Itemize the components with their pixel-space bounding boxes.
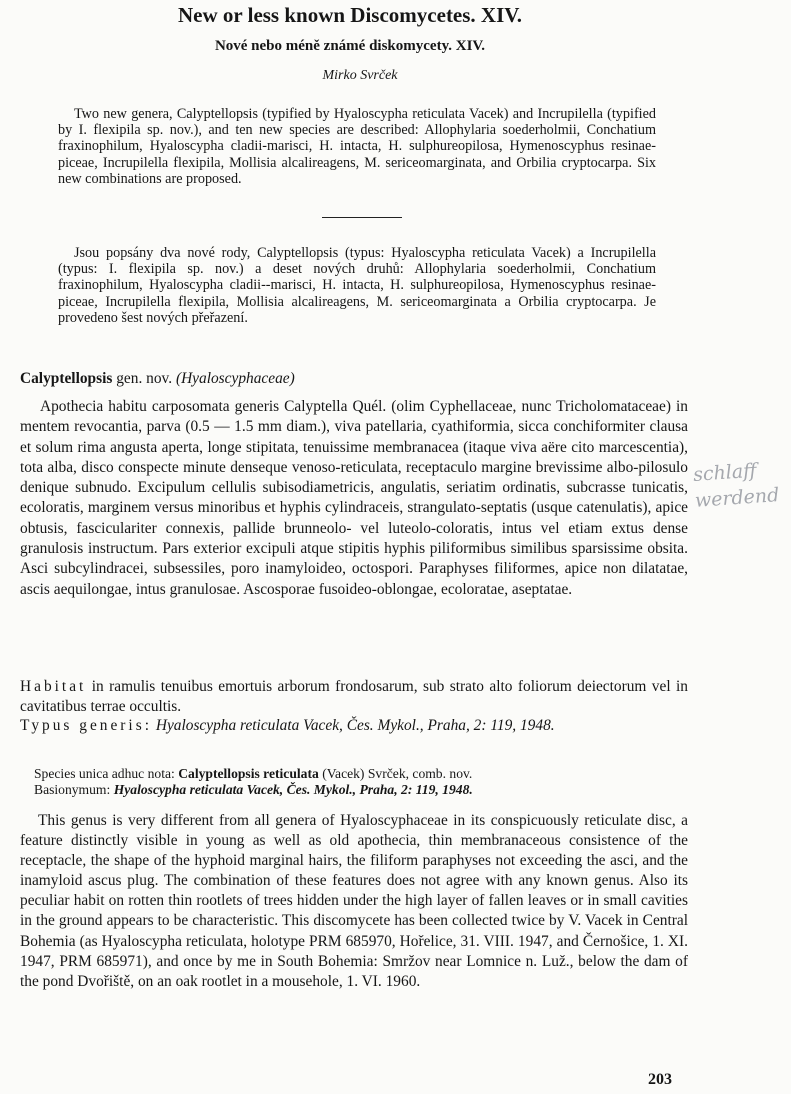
species-text: (Vacek) Svrček, comb. nov. <box>322 766 473 781</box>
species-block <box>34 766 674 797</box>
author-name: Mirko Svrček <box>322 68 398 83</box>
article-title: New or less known Discomycetes. XIV. <box>178 3 522 27</box>
typus-label: Typus generis: <box>20 717 152 734</box>
typus-paragraph <box>20 716 688 736</box>
annotation-line-2: werdend <box>694 484 780 512</box>
genus-rank: gen. nov. <box>116 370 173 387</box>
species-name: Calyptellopsis reticulata <box>178 766 319 781</box>
genus-heading <box>20 369 688 389</box>
annotation-line-1: schlaff <box>692 459 758 486</box>
basionym-text: Hyaloscypha reticulata Vacek, Čes. Mykol., Praha, 2: 119, 1948. <box>113 781 473 797</box>
basionym-line <box>34 782 674 798</box>
page-number: 203 <box>648 1071 672 1088</box>
genus-name: Calyptellopsis <box>20 370 113 387</box>
species-line <box>34 766 674 782</box>
genus-family: (Hyaloscyphaceae) <box>175 370 295 387</box>
species-label: Species unica adhuc nota: <box>34 766 175 781</box>
handwritten-annotation <box>692 456 780 514</box>
basionym-label: Basionymum: <box>34 781 111 797</box>
abstract-divider <box>322 217 402 218</box>
typus-text: Hyaloscypha reticulata Vacek, Čes. Mykol., Praha, 2: 119, 1948. <box>155 717 555 734</box>
latin-description: Apothecia habitu carposomata generis Calyptella Quél. (olim Cyphellaceae, nunc Tricholomataceae) in mentem revocantia, parva (0.5 — 1.5 mm diam.), viva patellaria, cyathiformia, sicca conchiformiter clausa et solum rima angusta aperta, longe stipitata, tenuissime membranacea (itaque viva aëre cito marcescentia), tota alba, disco conspecte minute denseque venoso-reticulata, receptaculo margine brevissime albo-pilosulo denique subnudo. Excipulum cellulis subisodiametricis, angulatis, seriatim ordinatis, subcrasse tunicatis, ecoloratis, marginem versus minoribus et hyphis cylindraceis, strangulato-septatis (usque catenulatis), apice obtusis, fasciculariter connexis, pallide brunneolo- vel luteolo-coloratis, intus vel etiam extus dense granulosis instructum. Pars exterior excipuli atque stipitis hyphis piliformibus similibus sparsissime obsita. Asci subcylindracei, subsessiles, poro inamyloideo, octospori. Paraphyses filiformes, apice non dilatatae, ascis aequilongae, intus granulosae. Ascosporae fusoideo-oblongae, ecoloratae, aseptatae. <box>20 398 688 598</box>
discussion-paragraph: This genus is very different from all genera of Hyaloscyphaceae in its conspicuously reticulate disc, a feature distinctly visible in young as well as old apothecia, thin membranaceous consistence of the receptacle, the shape of the hyphoid marginal hairs, the filiform paraphyses not exceeding the asci, and the inamyloid ascus plug. The combination of these features does not agree with any known genus. Also its peculiar habit on rotten thin rootlets of trees hidden under the high layer of fallen leaves or in small cavities in the ground appears to be characteristic. This discomycete has been collected twice by V. Vacek in Central Bohemia (as Hyaloscypha reticulata, holotype PRM 685970, Hořelice, 31. VIII. 1947, and Černošice, 1. XI. 1947, PRM 685971), and once by me in South Bohemia: Smržov near Lomnice n. Luž., below the dam of the pond Dvořiště, on an oak rootlet in a mousehole, 1. VI. 1960. <box>20 812 688 990</box>
abstract-english: Two new genera, Calyptellopsis (typified by Hyaloscypha reticulata Vacek) and Incrupilella (typified by I. flexipila sp. nov.), and ten new species are described: Allophylaria soederholmii, Conchatium fraxinophilum, Hyaloscypha cladii-marisci, H. intacta, H. sulphureopilosa, Hymenoscyphus resinae-piceae, Incrupilella flexipila, Mollisia alcalireagens, M. sericeomarginata, and Orbilia cryptocarpa. Six new combinations are proposed. <box>58 106 656 187</box>
habitat-text: in ramulis tenuibus emortuis arborum frondosarum, sub strato alto foliorum deiectorum vel in cavitatibus terrae occultis. <box>20 678 688 716</box>
abstract-czech: Jsou popsány dva nové rody, Calyptellopsis (typus: Hyaloscypha reticulata Vacek) a Incrupilella (typus: I. flexipila sp. nov.) a deset nových druhů: Allophylaria soederholmii, Conchatium fraxinophilum, Hyaloscypha cladii--marisci, H. intacta, H. sulphureopilosa, Hymenoscyphus resinae-piceae, Incrupilella flexipila, Mollisia alcalireagens, M. sericeomarginata a Orbilia cryptocarpa. Je provedeno šest nových přeřazení. <box>58 245 656 326</box>
article-subtitle-czech: Nové nebo méně známé diskomycety. XIV. <box>214 38 486 54</box>
habitat-paragraph <box>20 677 688 718</box>
habitat-label: Habitat <box>20 678 87 695</box>
